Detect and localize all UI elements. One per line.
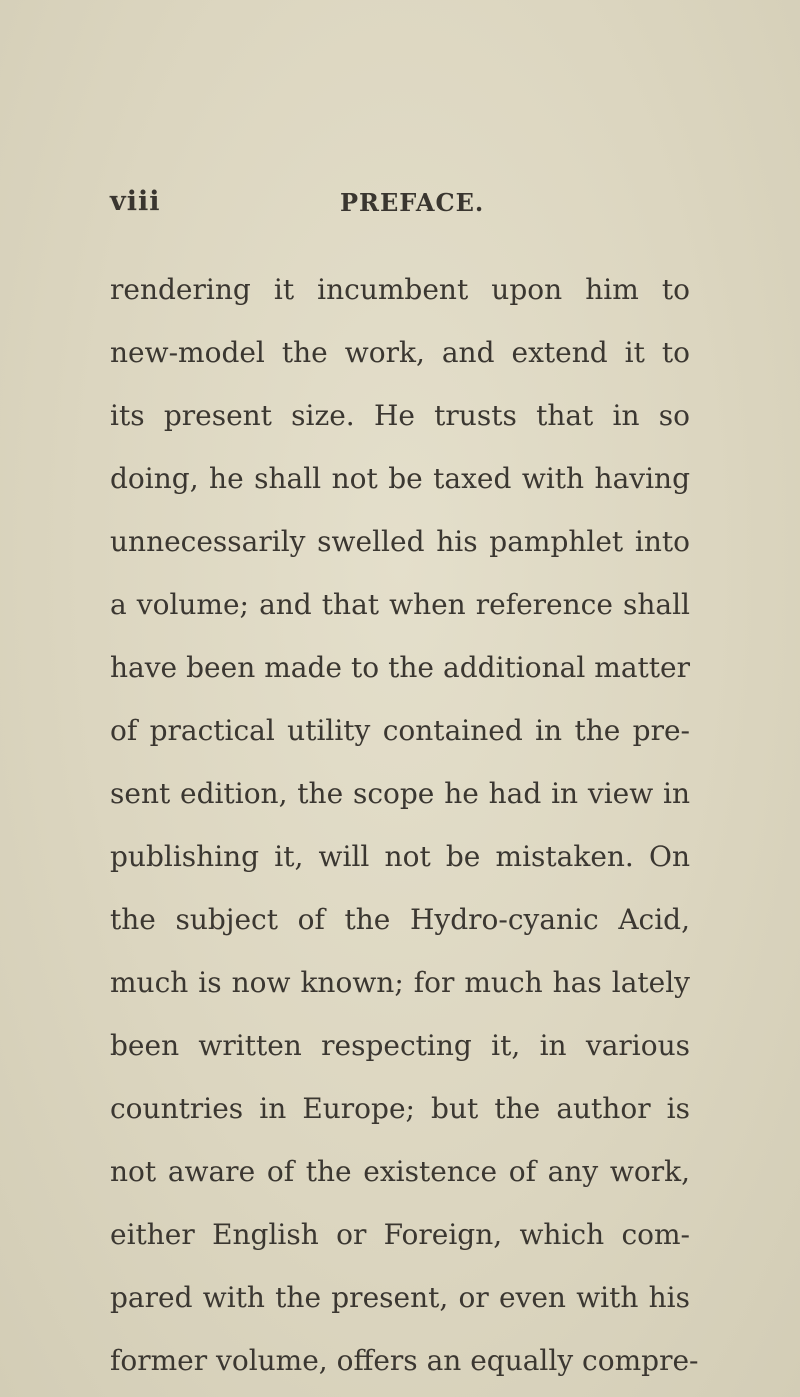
text-line: a volume; and that when reference shall [110, 588, 690, 621]
text-line: unnecessarily swelled his pamphlet into [110, 525, 690, 558]
text-line: new-model the work, and extend it to [110, 336, 690, 369]
text-line: of practical utility contained in the pre- [110, 714, 690, 747]
text-line: been written respecting it, in various [110, 1029, 690, 1062]
page-number: viii [110, 186, 161, 217]
text-line: not aware of the existence of any work, [110, 1155, 690, 1188]
text-line: either English or Foreign, which com- [110, 1218, 690, 1251]
text-line: countries in Europe; but the author is [110, 1092, 690, 1125]
text-line: former volume, offers an equally compre- [110, 1344, 699, 1377]
text-line: rendering it incumbent upon him to [110, 273, 690, 306]
text-line: its present size. He trusts that in so [110, 399, 690, 432]
text-line: doing, he shall not be taxed with having [110, 462, 690, 495]
text-line: much is now known; for much has lately [110, 966, 690, 999]
page-header [110, 186, 710, 236]
text-line: the subject of the Hydro-cyanic Acid, [110, 903, 690, 936]
text-line: sent edition, the scope he had in view in [110, 777, 690, 810]
text-line: pared with the present, or even with his [110, 1281, 690, 1314]
text-line: have been made to the additional matter [110, 651, 690, 684]
body-text [110, 258, 699, 1392]
running-head: PREFACE. [340, 188, 485, 217]
text-line: publishing it, will not be mistaken. On [110, 840, 690, 873]
